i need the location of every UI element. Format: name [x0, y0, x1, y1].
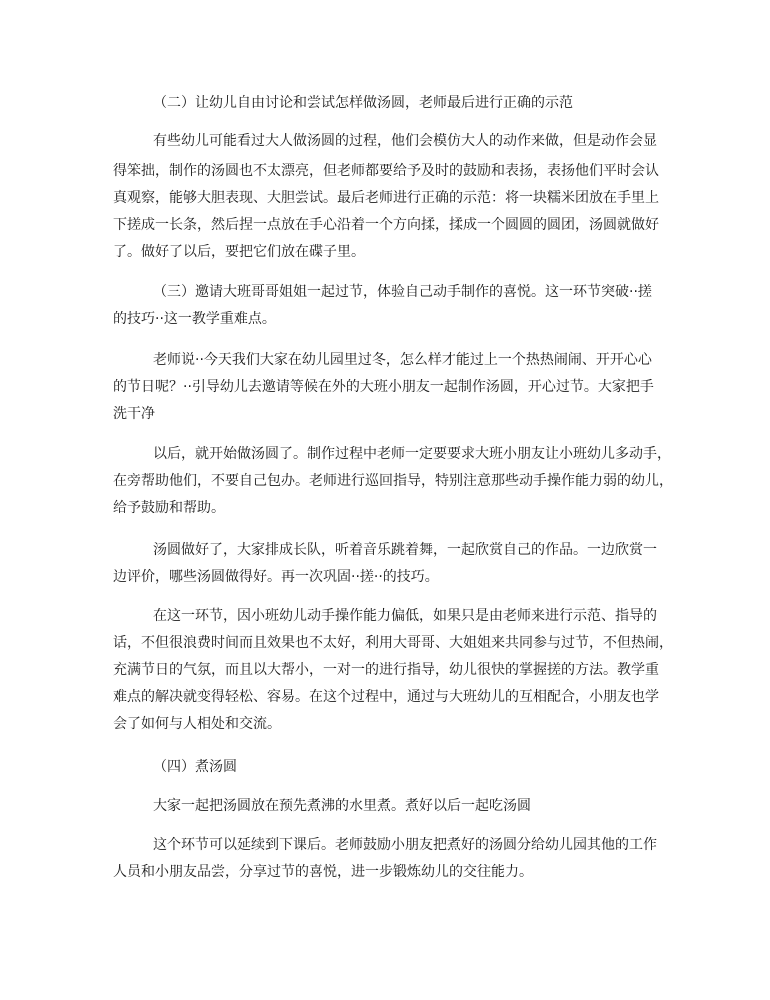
section-heading: （四）煮汤圆 — [153, 759, 237, 775]
paragraph-line: 人员和小朋友品尝，分享过节的喜悦，进一步锻炼幼儿的交往能力。 — [113, 864, 533, 880]
paragraph-line: 大家一起把汤圆放在预先煮沸的水里煮。煮好以后一起吃汤圆 — [153, 798, 531, 814]
paragraph-line: 了。做好了以后，要把它们放在碟子里。 — [113, 244, 365, 260]
paragraph-line: 话，不但很浪费时间而且效果也不太好，利用大哥哥、大姐姐来共同参与过节，不但热闹， — [113, 635, 673, 651]
paragraph-line: 这个环节可以延续到下课后。老师鼓励小朋友把煮好的汤圆分给幼儿园其他的工作 — [153, 837, 657, 853]
paragraph-line: 难点的解决就变得轻松、容易。在这个过程中，通过与大班幼儿的互相配合，小朋友也学 — [113, 689, 659, 705]
section-heading: 的技巧··这一教学重难点。 — [113, 311, 276, 327]
paragraph-line: 下搓成一长条，然后捏一点放在手心沿着一个方向揉，揉成一个圆圆的圆团，汤圆就做好 — [113, 217, 659, 233]
paragraph-line: 在旁帮助他们，不要自己包办。老师进行巡回指导，特别注意那些动手操作能力弱的幼儿， — [113, 473, 673, 489]
paragraph-line: 的节日呢？··引导幼儿去邀请等候在外的大班小朋友一起制作汤圆，开心过节。大家把手 — [113, 379, 654, 395]
paragraph-line: 充满节日的气氛，而且以大帮小，一对一的进行指导，幼儿很快的掌握搓的方法。教学重 — [113, 662, 659, 678]
section-heading: （二）让幼儿自由讨论和尝试怎样做汤圆，老师最后进行正确的示范 — [153, 95, 573, 111]
paragraph-line: 老师说··今天我们大家在幼儿园里过冬，怎么样才能过上一个热热闹闹、开开心心 — [153, 352, 652, 368]
paragraph-line: 会了如何与人相处和交流。 — [113, 716, 281, 732]
paragraph-line: 真观察，能够大胆表现、大胆尝试。最后老师进行正确的示范：将一块糯米团放在手里上 — [113, 190, 659, 206]
paragraph-line: 以后，就开始做汤圆了。制作过程中老师一定要要求大班小朋友让小班幼儿多动手， — [153, 446, 671, 462]
paragraph-line: 洗干净 — [113, 406, 155, 422]
paragraph-line: 边评价，哪些汤圆做得好。再一次巩固··搓··的技巧。 — [113, 569, 439, 585]
paragraph-line: 得笨拙，制作的汤圆也不太漂亮，但老师都要给予及时的鼓励和表扬，表扬他们平时会认 — [113, 163, 659, 179]
paragraph-line: 在这一环节，因小班幼儿动手操作能力偏低，如果只是由老师来进行示范、指导的 — [153, 608, 657, 624]
section-heading: （三）邀请大班哥哥姐姐一起过节，体验自己动手制作的喜悦。这一环节突破··搓 — [153, 284, 652, 300]
paragraph-line: 汤圆做好了，大家排成长队，听着音乐跳着舞，一起欣赏自己的作品。一边欣赏一 — [153, 542, 657, 558]
paragraph-line: 有些幼儿可能看过大人做汤圆的过程，他们会模仿大人的动作来做，但是动作会显 — [153, 133, 657, 149]
paragraph-line: 给予鼓励和帮助。 — [113, 500, 225, 516]
